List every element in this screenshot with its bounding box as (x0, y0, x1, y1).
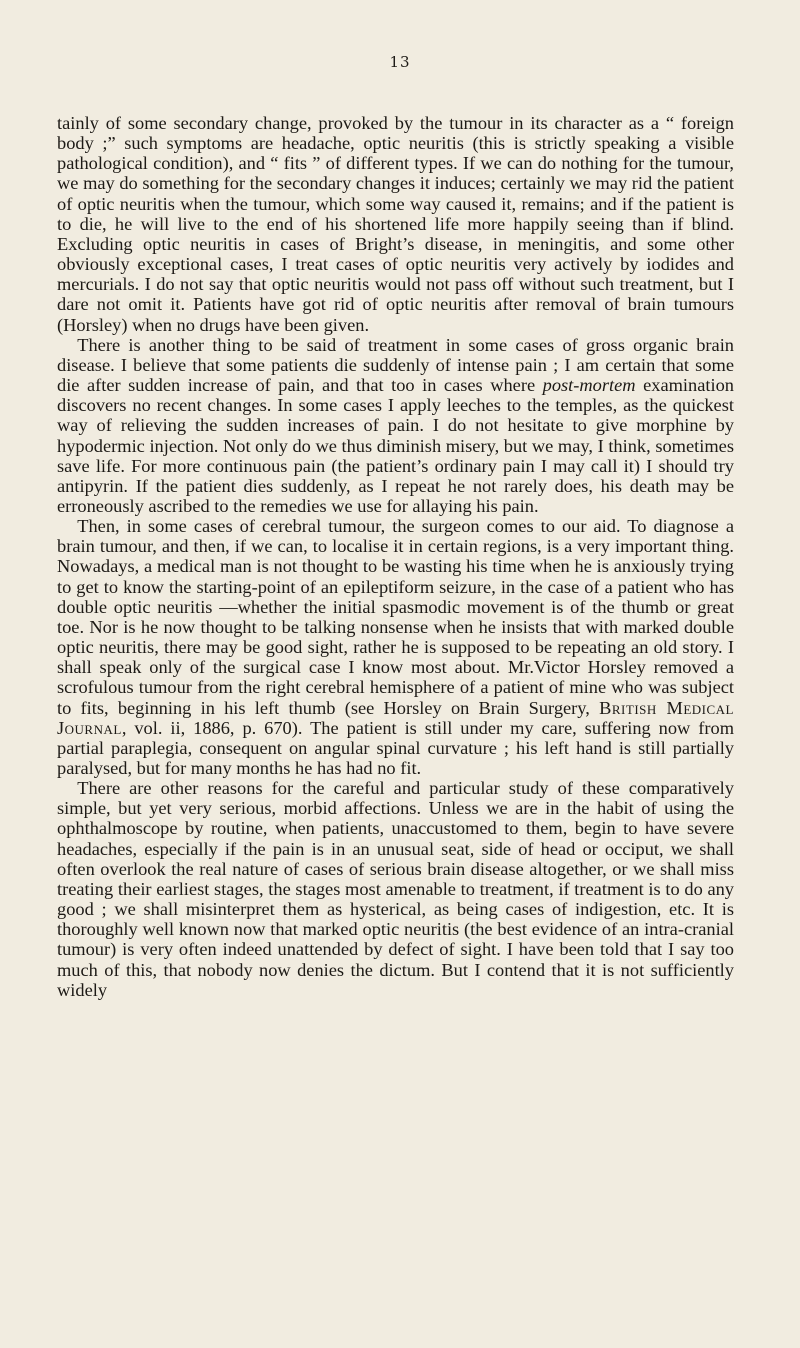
paragraph-3 (57, 516, 734, 778)
paragraph-1: tainly of some secondary change, provoked by the tumour in its character as a “ foreign body ;” such symptoms are headache, optic neuritis (this is strictly speaking a visible pathological condition), and “ fits ” of different types. If we can do nothing for the tumour, we may do something for the secondary changes it induces; certainly we may rid the patient of optic neuritis when the tumour, which some way caused it, remains; and if the patient is to die, he will live to the end of his shortened life more happily seeing than if blind. Excluding optic neuritis in cases of Bright’s disease, in meningitis, and some other obviously exceptional cases, I treat cases of optic neuritis very actively by iodides and mercurials. I do not say that optic neuritis would not pass off without such treatment, but I dare not omit it. Patients have got rid of optic neuritis after removal of brain tumours (Horsley) when no drugs have been given. (57, 113, 734, 335)
paragraph-2 (57, 335, 734, 516)
paragraph-3-part-1: Then, in some cases of cerebral tumour, the surgeon comes to our aid. To diagnose a brain tumour, and then, if we can, to localise it in certain regions, is a very important thing. Nowadays, a medical man is not thought to be wasting his time when he is anxiously trying to get to know the starting-point of an epileptiform seizure, in the case of a patient who has double optic neuritis —whether the initial spasmodic movement is of the thumb or great toe. Nor is he now thought to be talking nonsense when he insists that with marked double optic neuritis, there may be good sight, rather he is supposed to be repeating an old story. I shall speak only of the surgical case I know most about. Mr.Victor Horsley removed a scrofulous tumour from the right cerebral hemisphere of a patient of mine who was subject to fits, beginning in his left thumb (see Horsley on Brain Surgery, (57, 516, 734, 718)
page-number: 13 (389, 53, 411, 71)
paragraph-2-part-1: There is another thing to be said of treatment in some cases of gross organic brain disease. I believe that some patients die suddenly of intense pain ; I am certain that some die after sudden increase of pain, and that too in cases where (57, 334, 734, 396)
italic-term: post-mortem (542, 375, 636, 396)
paragraph-2-part-2: examination discovers no recent changes. In some cases I apply leeches to the temples, as the quickest way of relieving the sudden increases of pain. I do not hesitate to give morphine by hypodermic injection. Not only do we thus diminish misery, but we may, I think, sometimes save life. For more continuous pain (the patient’s ordinary pain I may call it) I should try antipyrin. If the patient dies suddenly, as I repeat he not rarely does, his death may be erroneously ascribed to the remedies we use for allaying his pain. (57, 375, 734, 516)
paragraph-3-part-2: , vol. ii, 1886, p. 670). The patient is still under my care, suffering now from partial paraplegia, consequent on angular spinal curvature ; his left hand is still partially paralysed, but for many months he has had no fit. (57, 717, 734, 778)
body-text (57, 113, 734, 1000)
paragraph-4: There are other reasons for the careful and particular study of these comparatively simple, but yet very serious, morbid affections. Unless we are in the habit of using the ophthalmoscope by routine, when patients, unaccustomed to them, begin to have severe headaches, especially if the pain is in an unusual seat, side of head or occiput, we shall often overlook the real nature of cases of serious brain disease altogether, or we shall miss treating their earliest stages, the stages most amenable to treatment, if treatment is to do any good ; we shall misinterpret them as hysterical, as being cases of indigestion, etc. It is thoroughly well known now that marked optic neuritis (the best evidence of an intra-cranial tumour) is very often indeed unattended by defect of sight. I have been told that I say too much of this, that nobody now denies the dictum. But I contend that it is not sufficiently widely (57, 778, 734, 1000)
journal-title: British Medical Journal (57, 697, 734, 738)
